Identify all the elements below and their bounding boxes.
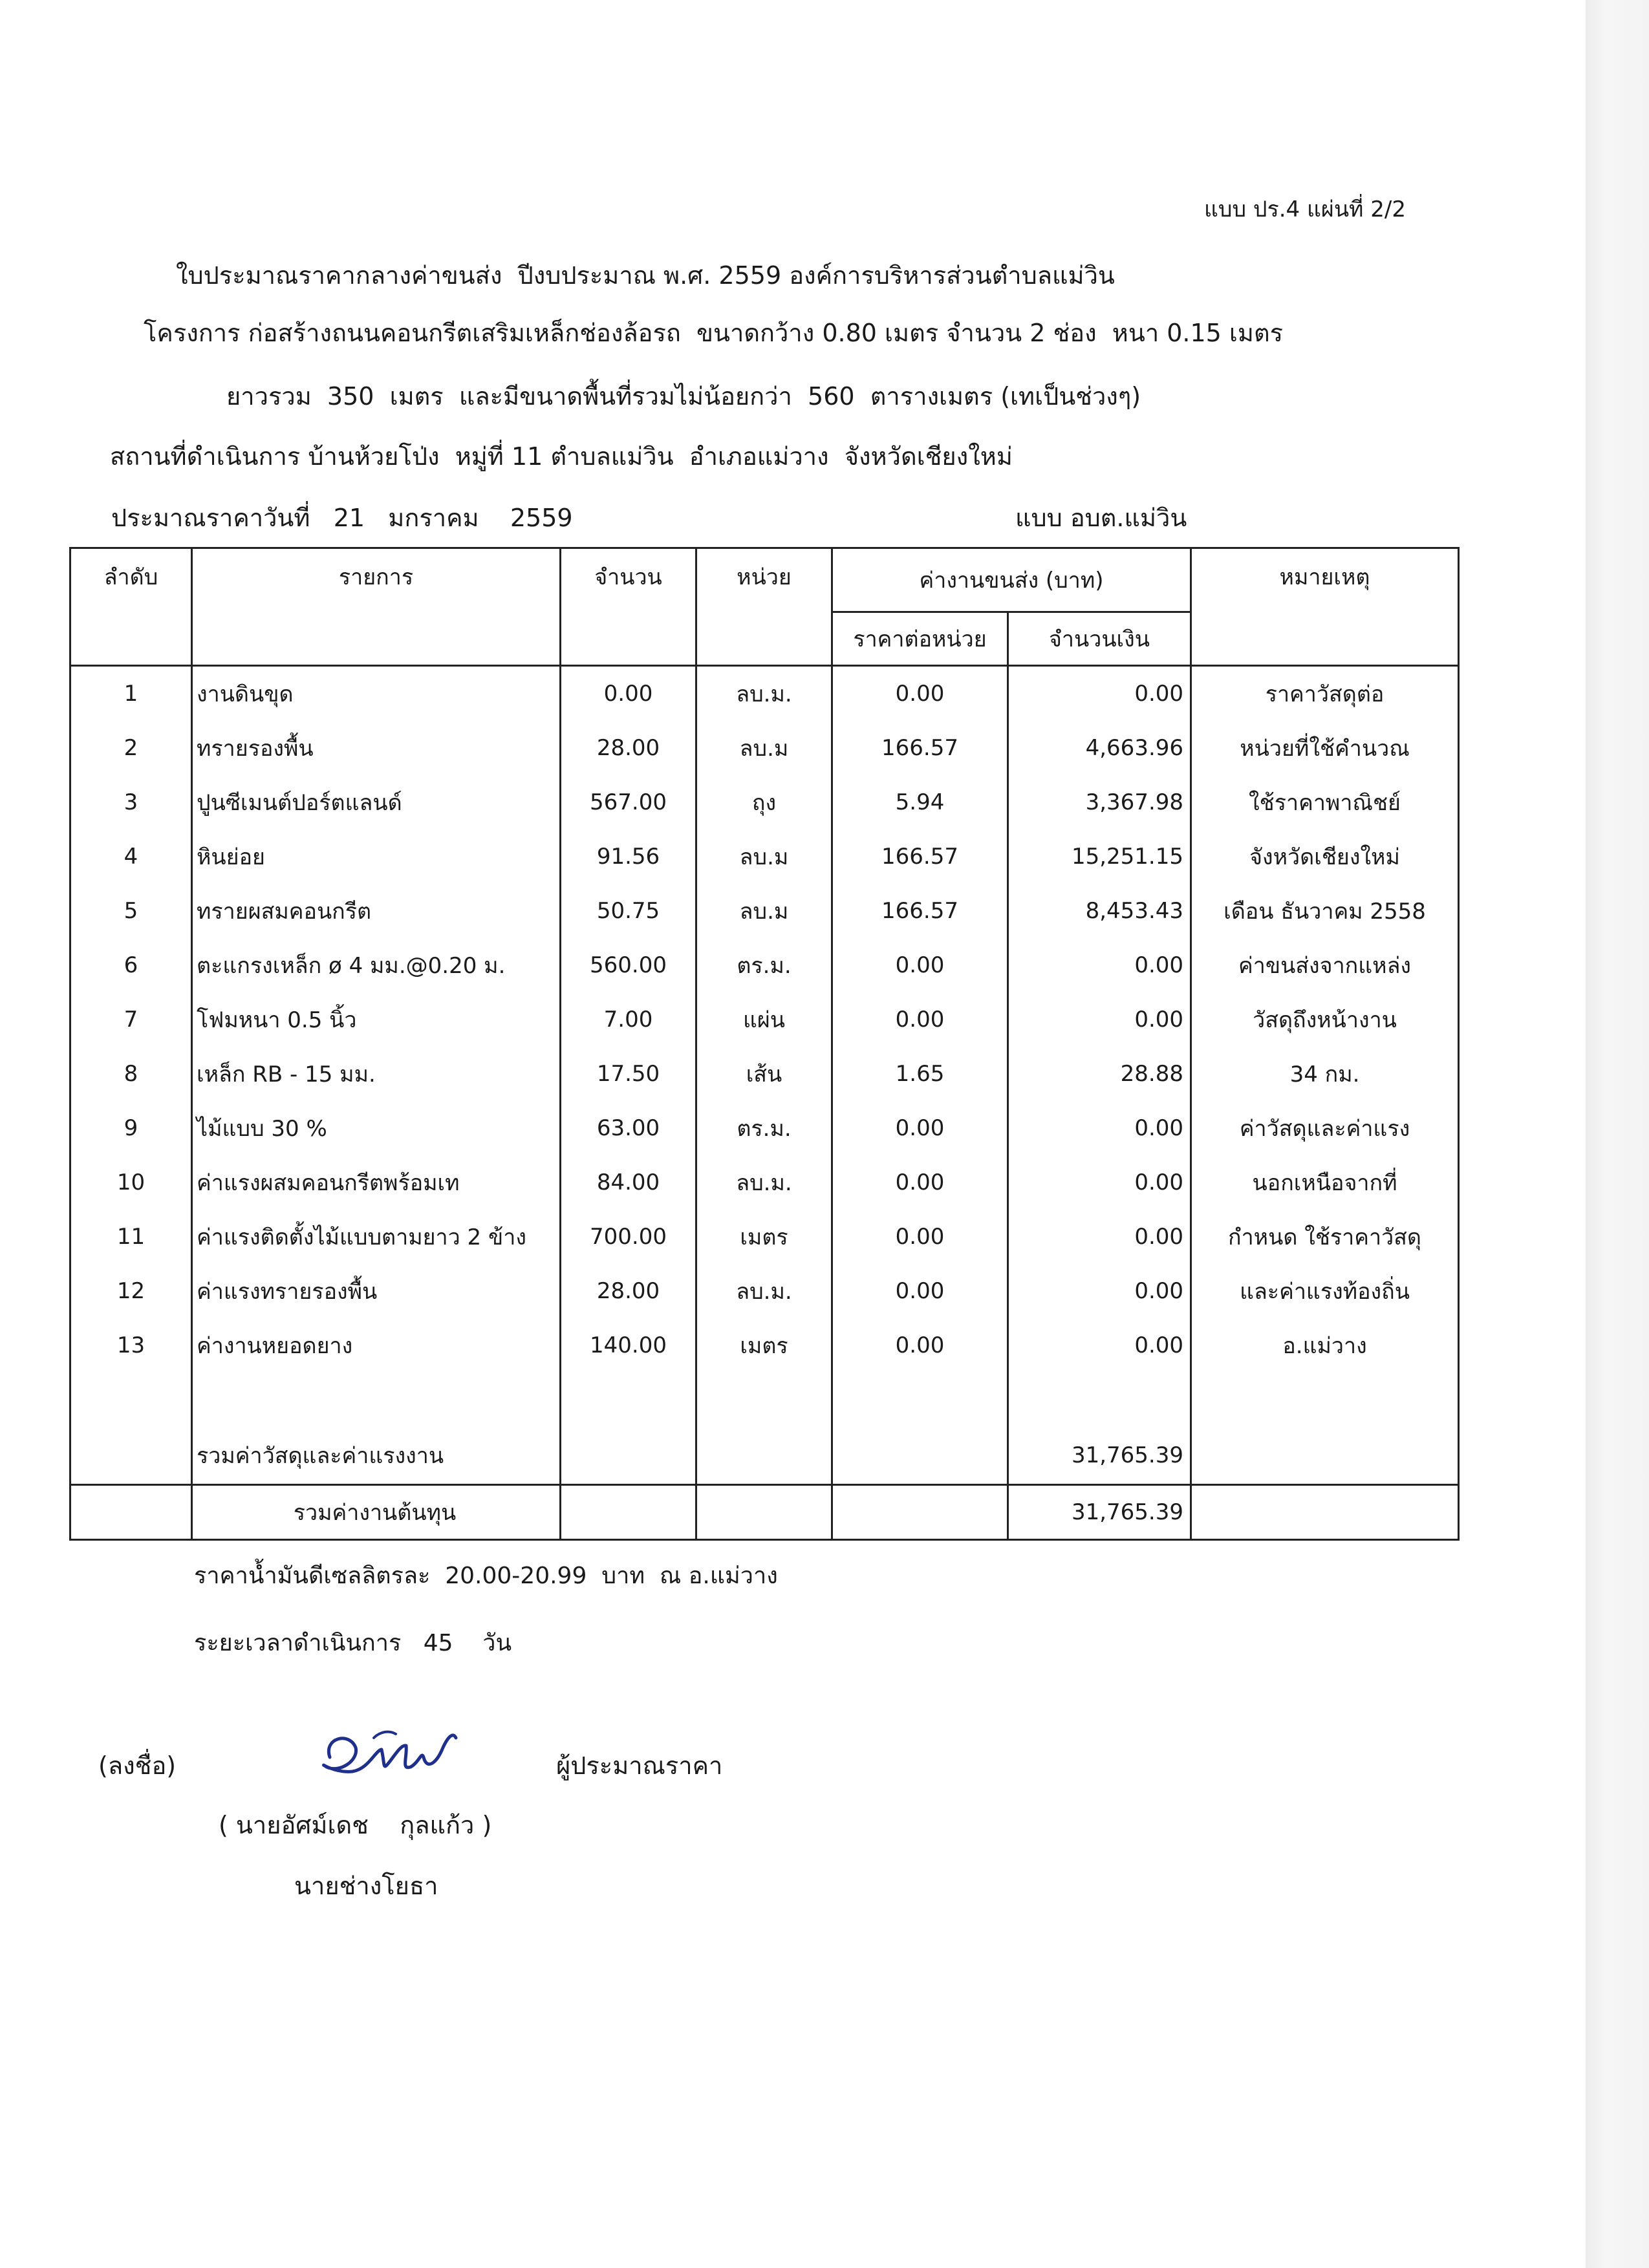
total-amount: 31,765.39 [1008, 1485, 1191, 1540]
row-item: โฟมหนา 0.5 นิ้ว [192, 992, 561, 1047]
row-quantity: 28.00 [561, 721, 696, 775]
row-quantity: 91.56 [561, 829, 696, 884]
row-quantity: 700.00 [561, 1210, 696, 1264]
row-remark: 34 กม. [1191, 1047, 1459, 1101]
estimator-name: ( นายอัศม์เดช กุลแก้ว ) [219, 1811, 492, 1839]
row-unit-price: 5.94 [832, 775, 1008, 829]
form-type: แบบ อบต.แม่วิน [1015, 504, 1187, 532]
row-unit: เมตร [696, 1318, 832, 1373]
row-number: 13 [70, 1318, 192, 1373]
row-remark: ค่าขนส่งจากแหล่ง [1191, 938, 1459, 992]
empty-cell [696, 1373, 832, 1427]
spacer-row [70, 1373, 1459, 1427]
empty-cell [1191, 1485, 1459, 1540]
row-unit-price: 166.57 [832, 721, 1008, 775]
empty-cell [832, 1427, 1008, 1485]
header-amount: จำนวนเงิน [1008, 612, 1191, 666]
empty-cell [1191, 1373, 1459, 1427]
table-row [70, 884, 1459, 938]
header-transport-group: ค่างานขนส่ง (บาท) [832, 548, 1191, 612]
row-item: ค่าแรงติดตั้งไม้แบบตามยาว 2 ข้าง [192, 1210, 561, 1264]
row-number: 4 [70, 829, 192, 884]
subtotal-label: รวมค่าวัสดุและค่าแรงงาน [192, 1427, 561, 1485]
row-remark: หน่วยที่ใช้คำนวณ [1191, 721, 1459, 775]
row-amount: 28.88 [1008, 1047, 1191, 1101]
row-quantity: 28.00 [561, 1264, 696, 1318]
table-row [70, 721, 1459, 775]
row-unit-price: 0.00 [832, 938, 1008, 992]
row-item: เหล็ก RB - 15 มม. [192, 1047, 561, 1101]
row-unit-price: 0.00 [832, 1210, 1008, 1264]
row-number: 5 [70, 884, 192, 938]
project-line-1: โครงการ ก่อสร้างถนนคอนกรีตเสริมเหล็กช่องล้อรถ ขนาดกว้าง 0.80 เมตร จำนวน 2 ช่อง หนา 0.15 เมตร [144, 319, 1284, 347]
row-number: 7 [70, 992, 192, 1047]
header-item: รายการ [192, 548, 561, 666]
empty-cell [1008, 1373, 1191, 1427]
row-quantity: 140.00 [561, 1318, 696, 1373]
empty-cell [70, 1373, 192, 1427]
row-number: 12 [70, 1264, 192, 1318]
empty-cell [70, 1427, 192, 1485]
table-row [70, 1264, 1459, 1318]
handwritten-signature [304, 1712, 472, 1790]
total-label: รวมค่างานต้นทุน [192, 1485, 561, 1540]
subtotal-amount: 31,765.39 [1008, 1427, 1191, 1485]
row-unit-price: 1.65 [832, 1047, 1008, 1101]
row-unit-price: 0.00 [832, 1155, 1008, 1210]
row-amount: 3,367.98 [1008, 775, 1191, 829]
total-row [70, 1485, 1459, 1540]
row-number: 3 [70, 775, 192, 829]
row-quantity: 567.00 [561, 775, 696, 829]
estimate-date: ประมาณราคาวันที่ 21 มกราคม 2559 [111, 504, 573, 532]
estimator-role: ผู้ประมาณราคา [556, 1751, 723, 1780]
row-item: ไม้แบบ 30 % [192, 1101, 561, 1155]
row-number: 11 [70, 1210, 192, 1264]
empty-cell [696, 1427, 832, 1485]
row-remark: ค่าวัสดุและค่าแรง [1191, 1101, 1459, 1155]
row-unit-price: 0.00 [832, 666, 1008, 722]
sign-label: (ลงชื่อ) [98, 1751, 177, 1780]
row-item: งานดินขุด [192, 666, 561, 722]
row-unit: เส้น [696, 1047, 832, 1101]
location-line: สถานที่ดำเนินการ บ้านห้วยโป่ง หมู่ที่ 11 ตำบลแม่วิน อำเภอแม่วาง จังหวัดเชียงใหม่ [110, 442, 1013, 471]
row-amount: 0.00 [1008, 666, 1191, 722]
row-amount: 4,663.96 [1008, 721, 1191, 775]
empty-cell [832, 1485, 1008, 1540]
row-number: 2 [70, 721, 192, 775]
empty-cell [70, 1485, 192, 1540]
row-item: ค่าแรงทรายรองพื้น [192, 1264, 561, 1318]
row-amount: 0.00 [1008, 1210, 1191, 1264]
row-quantity: 63.00 [561, 1101, 696, 1155]
row-unit: ลบ.ม. [696, 666, 832, 722]
row-unit: ตร.ม. [696, 1101, 832, 1155]
row-amount: 0.00 [1008, 1155, 1191, 1210]
table-row [70, 992, 1459, 1047]
row-unit-price: 0.00 [832, 992, 1008, 1047]
estimator-position: นายช่างโยธา [294, 1872, 438, 1900]
row-remark: และค่าแรงท้องถิ่น [1191, 1264, 1459, 1318]
row-item: ค่าแรงผสมคอนกรีตพร้อมเท [192, 1155, 561, 1210]
scan-edge [1586, 0, 1649, 2268]
table-row [70, 666, 1459, 722]
form-code: แบบ ปร.4 แผ่นที่ 2/2 [1204, 197, 1406, 222]
table-row [70, 775, 1459, 829]
row-item: ปูนซีเมนต์ปอร์ตแลนด์ [192, 775, 561, 829]
row-item: ตะแกรงเหล็ก ø 4 มม.@0.20 ม. [192, 938, 561, 992]
row-number: 1 [70, 666, 192, 722]
row-remark: ใช้ราคาพาณิชย์ [1191, 775, 1459, 829]
empty-cell [561, 1373, 696, 1427]
empty-cell [561, 1485, 696, 1540]
row-quantity: 50.75 [561, 884, 696, 938]
row-unit: ตร.ม. [696, 938, 832, 992]
table-row [70, 1101, 1459, 1155]
row-unit: ลบ.ม [696, 829, 832, 884]
diesel-price-note: ราคาน้ำมันดีเซลลิตรละ 20.00-20.99 บาท ณ อ.แม่วาง [194, 1563, 778, 1589]
row-unit: ลบ.ม. [696, 1264, 832, 1318]
empty-cell [832, 1373, 1008, 1427]
row-quantity: 84.00 [561, 1155, 696, 1210]
row-amount: 0.00 [1008, 1264, 1191, 1318]
table-row [70, 1047, 1459, 1101]
subtotal-row [70, 1427, 1459, 1485]
row-remark: จังหวัดเชียงใหม่ [1191, 829, 1459, 884]
row-item: ค่างานหยอดยาง [192, 1318, 561, 1373]
empty-cell [192, 1373, 561, 1427]
header-qty: จำนวน [561, 548, 696, 666]
table-row [70, 1318, 1459, 1373]
row-remark: กำหนด ใช้ราคาวัสดุ [1191, 1210, 1459, 1264]
row-unit-price: 0.00 [832, 1264, 1008, 1318]
row-number: 8 [70, 1047, 192, 1101]
row-unit: ลบ.ม. [696, 1155, 832, 1210]
row-amount: 0.00 [1008, 1318, 1191, 1373]
row-amount: 0.00 [1008, 1101, 1191, 1155]
row-unit-price: 166.57 [832, 884, 1008, 938]
empty-cell [696, 1485, 832, 1540]
row-remark: นอกเหนือจากที่ [1191, 1155, 1459, 1210]
header-no: ลำดับ [70, 548, 192, 666]
transport-cost-table [69, 547, 1460, 1541]
header-unit-price: ราคาต่อหน่วย [832, 612, 1008, 666]
row-number: 9 [70, 1101, 192, 1155]
row-number: 6 [70, 938, 192, 992]
table-row [70, 1155, 1459, 1210]
row-unit-price: 166.57 [832, 829, 1008, 884]
row-unit: ถุง [696, 775, 832, 829]
duration-note: ระยะเวลาดำเนินการ 45 วัน [194, 1630, 512, 1656]
row-item: ทรายรองพื้น [192, 721, 561, 775]
row-unit-price: 0.00 [832, 1101, 1008, 1155]
empty-cell [1191, 1427, 1459, 1485]
header-remark: หมายเหตุ [1191, 548, 1459, 666]
empty-cell [561, 1427, 696, 1485]
row-amount: 8,453.43 [1008, 884, 1191, 938]
table-row [70, 1210, 1459, 1264]
document-title: ใบประมาณราคากลางค่าขนส่ง ปีงบประมาณ พ.ศ. 2559 องค์การบริหารส่วนตำบลแม่วิน [176, 261, 1115, 290]
row-remark: เดือน ธันวาคม 2558 [1191, 884, 1459, 938]
row-number: 10 [70, 1155, 192, 1210]
row-remark: วัสดุถึงหน้างาน [1191, 992, 1459, 1047]
row-quantity: 7.00 [561, 992, 696, 1047]
row-amount: 0.00 [1008, 992, 1191, 1047]
row-amount: 0.00 [1008, 938, 1191, 992]
project-line-2: ยาวรวม 350 เมตร และมีขนาดพื้นที่รวมไม่น้อยกว่า 560 ตารางเมตร (เทเป็นช่วงๆ) [226, 382, 1141, 411]
row-remark: อ.แม่วาง [1191, 1318, 1459, 1373]
row-unit: ลบ.ม [696, 884, 832, 938]
row-quantity: 560.00 [561, 938, 696, 992]
row-remark: ราคาวัสดุต่อ [1191, 666, 1459, 722]
row-unit: ลบ.ม [696, 721, 832, 775]
row-amount: 15,251.15 [1008, 829, 1191, 884]
row-unit: เมตร [696, 1210, 832, 1264]
row-item: หินย่อย [192, 829, 561, 884]
row-quantity: 0.00 [561, 666, 696, 722]
row-unit: แผ่น [696, 992, 832, 1047]
row-item: ทรายผสมคอนกรีต [192, 884, 561, 938]
row-quantity: 17.50 [561, 1047, 696, 1101]
row-unit-price: 0.00 [832, 1318, 1008, 1373]
table-row [70, 829, 1459, 884]
header-unit: หน่วย [696, 548, 832, 666]
table-row [70, 938, 1459, 992]
